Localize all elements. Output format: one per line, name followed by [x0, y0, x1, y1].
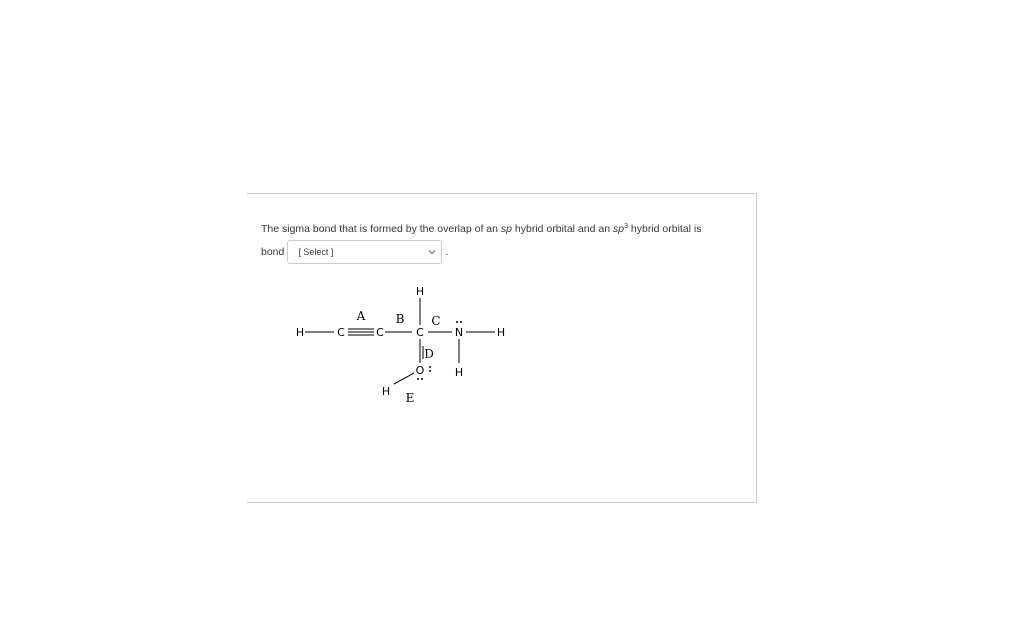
bond-label-a: A [356, 309, 366, 323]
molecule-diagram [290, 283, 530, 413]
atom-h-oh: H [381, 385, 391, 398]
answer-select[interactable] [287, 240, 442, 264]
question-text [261, 223, 702, 235]
question-part2: hybrid orbital and an [511, 223, 613, 235]
bond-label-e: E [405, 391, 415, 405]
sp-term: sp [500, 223, 512, 235]
answer-row [261, 239, 448, 265]
answer-period: . [445, 246, 449, 258]
atom-h-left: H [295, 326, 305, 339]
bonds [305, 298, 495, 384]
bond-o-h [394, 373, 414, 384]
bond-prefix: bond [261, 246, 285, 258]
question-part3: hybrid orbital is [627, 223, 702, 235]
atom-h-top: H [415, 285, 425, 298]
atom-o: O [415, 364, 425, 377]
atom-c2: C [376, 326, 384, 339]
atom-c1: C [337, 326, 345, 339]
sp3-term: sp [612, 223, 625, 235]
atom-n: N [454, 326, 464, 339]
chevron-down-icon [428, 248, 436, 256]
atom-h-right: H [496, 326, 506, 339]
atom-c3: C [416, 326, 424, 339]
answer-select-value: [ Select ] [298, 247, 334, 257]
bond-label-d: D [424, 347, 434, 361]
question-part1: The sigma bond that is formed by the overlap of an [261, 223, 501, 235]
bond-label-c: C [431, 314, 441, 328]
bond-label-b: B [395, 312, 405, 326]
sp3-superscript: 3 [624, 223, 628, 230]
atom-h-n-bottom: H [454, 366, 464, 379]
